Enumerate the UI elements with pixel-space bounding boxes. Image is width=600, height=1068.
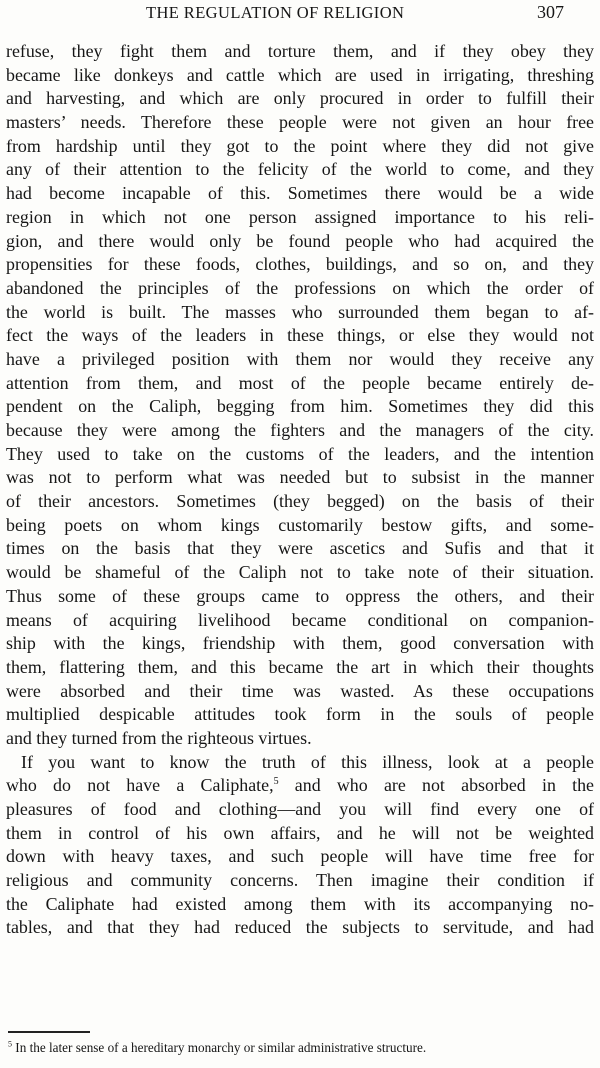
footnote-reference: 5 bbox=[273, 776, 279, 788]
text-line: They used to take on the customs of the leaders, and the intention bbox=[6, 443, 594, 464]
text-line: being poets on whom kings customarily bestow gifts, and some- bbox=[6, 514, 594, 535]
footnote-text: In the later sense of a hereditary monarchy or similar administrative structure. bbox=[12, 1040, 427, 1055]
text-line: masters’ needs. Therefore these people were not given an hour free bbox=[6, 112, 594, 133]
text-line: and they turned from the righteous virtues. bbox=[6, 727, 312, 748]
text-line: were absorbed and their time was wasted. As these occupations bbox=[6, 680, 594, 701]
text-line: If you want to know the truth of this illness, look at a people bbox=[21, 751, 594, 772]
text-fragment: who do not have a Caliphate, bbox=[6, 775, 274, 796]
text-line: of their ancestors. Sometimes (they begged) on the basis of their bbox=[6, 491, 594, 512]
footnote bbox=[8, 1040, 594, 1056]
text-line: multiplied despicable attitudes took form in the souls of people bbox=[6, 704, 594, 725]
text-line: ship with the kings, friendship with them, good conversation with bbox=[6, 633, 594, 654]
text-line: religious and community concerns. Then imagine their condition if bbox=[6, 870, 594, 891]
running-header bbox=[0, 0, 600, 28]
text-line: because they were among the fighters and the managers of the city. bbox=[6, 420, 594, 440]
paragraph-1 bbox=[6, 40, 594, 751]
text-line: means of acquiring livelihood became conditional on companion- bbox=[6, 609, 594, 630]
text-line: pleasures of food and clothing—and you will find every one of bbox=[6, 799, 594, 819]
text-line: any of their attention to the felicity of the world to come, and they bbox=[6, 159, 594, 180]
text-line: times on the basis that they were ascetics and Sufis and that it bbox=[6, 538, 594, 559]
text-line: them in control of his own affairs, and he will not be weighted bbox=[6, 822, 594, 843]
text-line: the Caliphate had existed among them with its accompanying no- bbox=[6, 893, 594, 914]
text-line: down with heavy taxes, and such people will have time free for bbox=[6, 846, 594, 867]
text-line: Thus some of these groups came to oppress the others, and their bbox=[6, 585, 594, 606]
text-line: refuse, they fight them and torture them, and if they obey they bbox=[6, 41, 594, 61]
body-text bbox=[6, 40, 594, 940]
text-line: the world is built. The masses who surrounded them began to af- bbox=[6, 301, 594, 322]
text-line: region in which not one person assigned importance to his reli- bbox=[6, 206, 594, 227]
text-line: was not to perform what was needed but to subsist in the manner bbox=[6, 467, 594, 488]
text-line: abandoned the principles of the professions on which the order of bbox=[6, 277, 594, 298]
running-title: THE REGULATION OF RELIGION bbox=[146, 3, 405, 22]
text-line: tables, and that they had reduced the subjects to servitude, and had bbox=[6, 917, 594, 938]
footnote-marker: 5 bbox=[8, 1039, 12, 1049]
footnote-divider bbox=[8, 1031, 90, 1033]
text-line: have a privileged position with them nor would they receive any bbox=[6, 348, 594, 369]
text-line: from hardship until they got to the point where they did not give bbox=[6, 135, 594, 156]
text-fragment: and who are not absorbed in the bbox=[278, 775, 594, 796]
text-line: became like donkeys and cattle which are used in irrigating, threshing bbox=[6, 64, 594, 85]
page-number: 307 bbox=[537, 2, 564, 22]
text-line: attention from them, and most of the people became entirely de- bbox=[6, 372, 594, 393]
paragraph-2 bbox=[6, 751, 594, 941]
text-line: and harvesting, and which are only procured in order to fulfill their bbox=[6, 88, 594, 109]
text-line: gion, and there would only be found people who had acquired the bbox=[6, 230, 594, 251]
text-line: them, flattering them, and this became the art in which their thoughts bbox=[6, 656, 594, 677]
text-line: propensities for these foods, clothes, buildings, and so on, and they bbox=[6, 254, 594, 275]
text-line: would be shameful of the Caliph not to take note of their situation. bbox=[6, 562, 594, 583]
text-line bbox=[6, 774, 594, 798]
text-line: fect the ways of the leaders in these things, or else they would not bbox=[6, 325, 594, 346]
text-line: pendent on the Caliph, begging from him. Sometimes they did this bbox=[6, 396, 594, 417]
text-line: had become incapable of this. Sometimes there would be a wide bbox=[6, 183, 594, 204]
